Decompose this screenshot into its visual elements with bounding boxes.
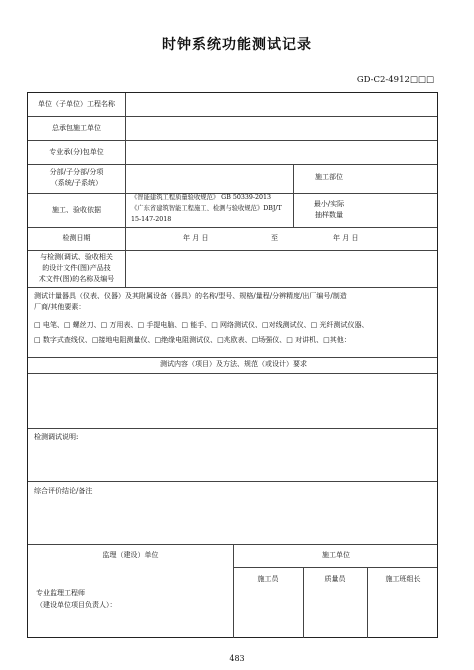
- engineer-line-2: （建设单位项目负责人）：: [36, 601, 117, 609]
- construction-dept-label: 施工部位: [315, 173, 343, 181]
- date-to: 年 月 日: [333, 234, 359, 242]
- date-to-word: 至: [271, 234, 278, 242]
- division-label-line-1: 分部/子分部/分项: [49, 168, 104, 176]
- construction-unit-label: 施工单位: [322, 551, 350, 559]
- supervision-unit-label: 监理（建设）单位: [102, 551, 159, 559]
- related-docs-line-2: 的设计文件(图)产品技: [42, 264, 111, 272]
- subcontractor-label: 专业承(分)包单位: [49, 148, 104, 156]
- division-label-line-2: （系统/子系统）: [50, 179, 103, 187]
- team-leader-label: 施工班组长: [385, 575, 421, 583]
- related-docs-line-1: 与检测(调试、验收相关: [40, 253, 113, 261]
- general-contractor-label: 总承包施工单位: [52, 124, 101, 132]
- tools-line-1: □ 电笔、□ 螺丝刀、□ 万用表、□ 手提电脑、□ 能手、□ 网络测试仪、□对线测试仪、□ 光纤测试仪器、: [34, 321, 369, 329]
- evaluation-label: 综合评价结论/备注: [34, 487, 93, 495]
- quality-officer-label: 质量员: [324, 575, 346, 583]
- basis-line-1: 《智能建筑工程质量验收规范》 GB 50339-2013: [131, 194, 272, 201]
- instruments-line-1: 测试计量器具（仪表、仪器）及其附属设备（器具）的名称/型号、规格/量程/分辨精度/出厂编号/制造: [34, 292, 347, 300]
- acceptance-basis-label: 施工、验收依据: [52, 206, 101, 214]
- tools-line-2: □ 数字式查线仪、□接地电阻测量仪、□绝缘电阻测试仪、□兆欧表、□场强仪、□ 对讲机、□其他：: [34, 336, 351, 344]
- page-title: 时钟系统功能测试记录: [162, 37, 312, 53]
- sample-size-line-1: 最小/实际: [313, 200, 345, 208]
- engineer-line-1: 专业监理工程师: [36, 589, 85, 597]
- instruments-line-2: 厂商/其他要素：: [34, 303, 86, 311]
- page-number: 483: [229, 654, 245, 663]
- sample-size-line-2: 抽样数量: [315, 211, 343, 219]
- test-description-label: 检测调试说明:: [34, 433, 79, 441]
- form-code: GD-C2-4912□□□: [356, 75, 434, 85]
- basis-line-2: 《广东省建筑智能工程施工、检测与验收规范》DBJ/T: [131, 205, 282, 212]
- date-from: 年 月 日: [183, 234, 209, 242]
- constructor-label: 施工员: [257, 575, 279, 583]
- basis-line-3: 15-147-2018: [131, 216, 172, 223]
- test-date-label: 检测日期: [62, 234, 91, 242]
- test-content-header: 测试内容（项目）及方法、规范（或设计）要求: [160, 360, 307, 368]
- unit-project-label: 单位（子单位）工程名称: [38, 100, 115, 108]
- related-docs-line-3: 术文件(图)的名称及编号: [38, 275, 115, 283]
- test-record-form: [27, 92, 438, 638]
